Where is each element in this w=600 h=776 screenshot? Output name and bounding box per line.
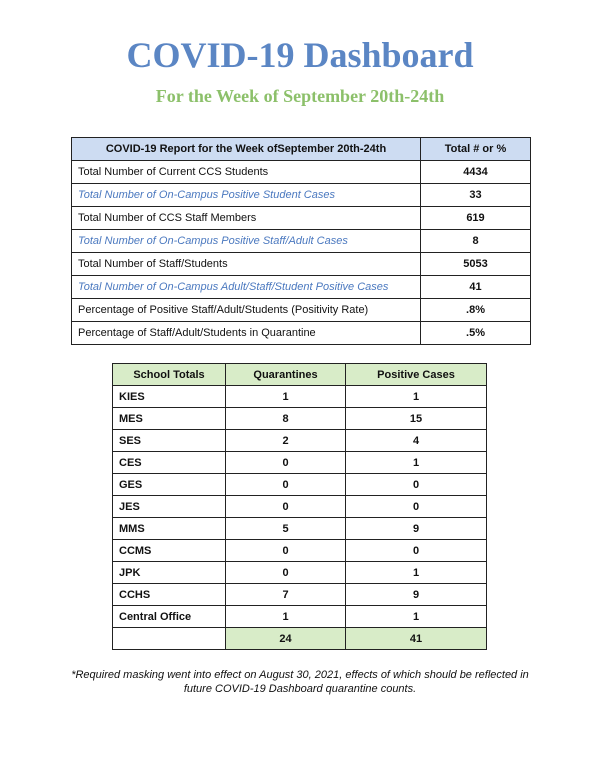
school-quarantines: 1: [226, 606, 346, 628]
report-row-value: 4434: [421, 161, 531, 184]
report-row: [72, 299, 531, 322]
report-row-label: Total Number of Current CCS Students: [72, 161, 421, 184]
report-row-label: Total Number of Staff/Students: [72, 253, 421, 276]
school-row: [113, 386, 487, 408]
report-row-value: .5%: [421, 322, 531, 345]
schools-total-row: [113, 628, 487, 650]
report-row-label: Percentage of Positive Staff/Adult/Students (Positivity Rate): [72, 299, 421, 322]
school-quarantines: 0: [226, 452, 346, 474]
school-row: [113, 474, 487, 496]
school-name: MES: [113, 408, 226, 430]
school-name: CCHS: [113, 584, 226, 606]
school-quarantines: 7: [226, 584, 346, 606]
school-name: SES: [113, 430, 226, 452]
report-row-label: Total Number of On-Campus Positive Student Cases: [72, 184, 421, 207]
school-totals-table: [112, 363, 487, 650]
school-quarantines: 2: [226, 430, 346, 452]
school-name: JES: [113, 496, 226, 518]
report-row-value: 8: [421, 230, 531, 253]
school-name: CCMS: [113, 540, 226, 562]
school-positive-cases: 15: [346, 408, 487, 430]
school-row: [113, 408, 487, 430]
school-row: [113, 606, 487, 628]
school-quarantines: 0: [226, 474, 346, 496]
school-positive-cases: 1: [346, 386, 487, 408]
school-name: GES: [113, 474, 226, 496]
school-positive-cases: 1: [346, 606, 487, 628]
school-quarantines: 0: [226, 496, 346, 518]
report-row-value: 33: [421, 184, 531, 207]
report-header-value: Total # or %: [421, 138, 531, 161]
schools-header-positive: Positive Cases: [346, 364, 487, 386]
report-row-value: 41: [421, 276, 531, 299]
school-row: [113, 452, 487, 474]
school-positive-cases: 1: [346, 452, 487, 474]
report-header-label: COVID-19 Report for the Week ofSeptember 20th-24th: [72, 138, 421, 161]
report-row: [72, 207, 531, 230]
school-row: [113, 540, 487, 562]
schools-header-name: School Totals: [113, 364, 226, 386]
school-quarantines: 1: [226, 386, 346, 408]
school-positive-cases: 0: [346, 496, 487, 518]
school-name: CES: [113, 452, 226, 474]
report-row-value: 619: [421, 207, 531, 230]
report-row: [72, 230, 531, 253]
school-positive-cases: 0: [346, 540, 487, 562]
weekly-report-table: [71, 137, 531, 345]
school-positive-cases: 41: [346, 628, 487, 650]
school-row: [113, 562, 487, 584]
school-positive-cases: 9: [346, 518, 487, 540]
page-title: COVID-19 Dashboard: [126, 35, 474, 75]
report-row-label: Total Number of On-Campus Adult/Staff/Student Positive Cases: [72, 276, 421, 299]
page-subtitle: For the Week of September 20th-24th: [155, 86, 445, 106]
report-row-label: Total Number of On-Campus Positive Staff/Adult Cases: [72, 230, 421, 253]
report-row: [72, 322, 531, 345]
school-quarantines: 5: [226, 518, 346, 540]
schools-body: [113, 386, 487, 650]
report-row-label: Total Number of CCS Staff Members: [72, 207, 421, 230]
school-name: [113, 628, 226, 650]
schools-header-quarantines: Quarantines: [226, 364, 346, 386]
school-quarantines: 24: [226, 628, 346, 650]
school-positive-cases: 4: [346, 430, 487, 452]
report-row: [72, 161, 531, 184]
report-row: [72, 253, 531, 276]
report-row: [72, 276, 531, 299]
school-positive-cases: 0: [346, 474, 487, 496]
school-name: JPK: [113, 562, 226, 584]
school-row: [113, 430, 487, 452]
school-name: KIES: [113, 386, 226, 408]
report-body: [72, 161, 531, 345]
school-quarantines: 0: [226, 562, 346, 584]
report-row-value: .8%: [421, 299, 531, 322]
report-header-row: [72, 138, 531, 161]
school-positive-cases: 9: [346, 584, 487, 606]
school-name: Central Office: [113, 606, 226, 628]
masking-footnote: *Required masking went into effect on August 30, 2021, effects of which should be reflected in future COVID-19 Dashboard quarantine counts.: [71, 669, 529, 695]
school-quarantines: 8: [226, 408, 346, 430]
report-row-value: 5053: [421, 253, 531, 276]
schools-header-row: [113, 364, 487, 386]
school-row: [113, 584, 487, 606]
school-row: [113, 496, 487, 518]
school-quarantines: 0: [226, 540, 346, 562]
report-row-label: Percentage of Staff/Adult/Students in Quarantine: [72, 322, 421, 345]
school-name: MMS: [113, 518, 226, 540]
school-row: [113, 518, 487, 540]
school-positive-cases: 1: [346, 562, 487, 584]
report-row: [72, 184, 531, 207]
